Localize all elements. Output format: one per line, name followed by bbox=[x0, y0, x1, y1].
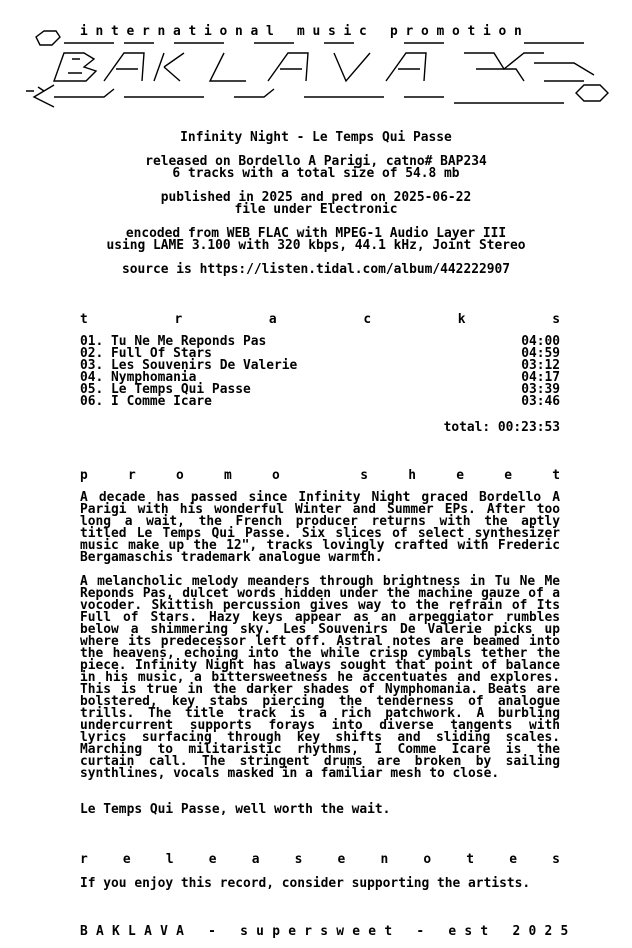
track-row: 01. Tu Ne Me Reponds Pas 04:00 bbox=[80, 334, 560, 349]
tracks-total: total: 00:23:53 bbox=[443, 420, 560, 435]
footer: BAKLAVA - supersweet - est 2025 bbox=[80, 924, 577, 939]
release-size: 6 tracks with a total size of 54.8 mb bbox=[172, 166, 460, 181]
release-source: source is https://listen.tidal.com/album/442222907 bbox=[121, 262, 511, 277]
release-label: released on Bordello A Parigi, catno# BAP234 bbox=[145, 154, 487, 169]
release-lame: using LAME 3.100 with 320 kbps, 44.1 kHz, Joint Stereo bbox=[106, 238, 526, 253]
baklava-ascii-logo bbox=[24, 23, 624, 123]
track-row: 02. Full Of Stars 04:59 bbox=[80, 346, 560, 361]
release-genre: file under Electronic bbox=[234, 202, 398, 217]
track-row: 04. Nymphomania 04:17 bbox=[80, 370, 560, 385]
notes-text: If you enjoy this record, consider supporting the artists. bbox=[80, 876, 531, 891]
promo-heading: p r o m o s h e e t bbox=[80, 468, 560, 483]
release-encoded: encoded from WEB FLAC with MPEG-1 Audio Layer III bbox=[125, 226, 507, 241]
release-published: published in 2025 and pred on 2025-06-22 bbox=[160, 190, 472, 205]
tracks-heading: t r a c k s bbox=[80, 312, 560, 327]
tagline: international music promotion bbox=[80, 24, 530, 39]
promo-paragraph-2: A melancholic melody meanders through brightness in Tu Ne Me Reponds Pas, dulcet words hidden under the machine gauze of a vocoder. Skittish percussion gives way to the refrain of Its Full of Stars. Hazy keys appear as an arpeggiator rumbles below a shimmering sky. Les Souvenirs De Valerie picks up where its predecessor left off. Astral notes are beamed into the heavens, echoing into the while crisp cymbals tether the piece. Infinity Night has always sought that point of balance in his music, a bittersweetness he accentuates and explores. This is true in the darker shades of Nymphomania. Beats are bolstered, key stabs piercing the tenderness of analogue trills. The title track is a rich patchwork. A burbling undercurrent supports forays into diverse tangents with lyrics surfacing through key shifts and sliding scales. Marching to militaristic rhythms, I Comme Icare is the curtain call. The stringent drums are broken by sailing synthlines, vocals masked in a familiar mesh to close. bbox=[80, 574, 560, 781]
track-row: 05. Le Temps Qui Passe 03:39 bbox=[80, 382, 560, 397]
track-row: 03. Les Souvenirs De Valerie 03:12 bbox=[80, 358, 560, 373]
track-row: 06. I Comme Icare 03:46 bbox=[80, 394, 560, 409]
promo-paragraph-3: Le Temps Qui Passe, well worth the wait. bbox=[80, 802, 391, 817]
promo-paragraph-1: A decade has passed since Infinity Night graced Bordello A Parigi with his wonderful Winter and Summer EPs. After too long a wait, the French producer returns with the aptly titled Le Temps Qui Passe. Six slices of select synthesizer music make up the 12", tracks lovingly crafted with Frederic Bergamaschis trademark analogue warmth. bbox=[80, 490, 560, 565]
release-title: Infinity Night - Le Temps Qui Passe bbox=[180, 130, 452, 145]
notes-heading: r e l e a s e n o t e s bbox=[80, 852, 560, 867]
track-list bbox=[80, 336, 560, 408]
